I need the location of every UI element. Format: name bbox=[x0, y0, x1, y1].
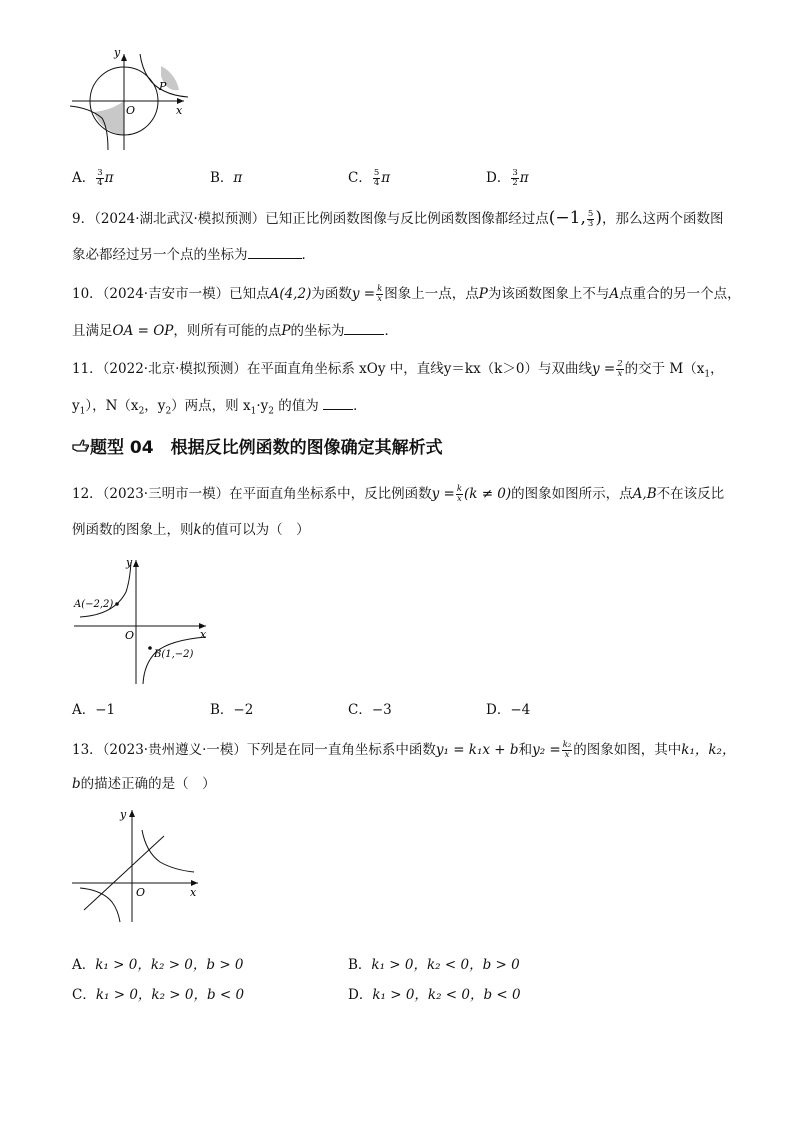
q10-line-1: 10．（2024·吉安市一模）已知点A(4,2)为函数y = $\frac{k}{x}$ 图象上一点，点P为该函数图象上不与A点重合的另一个点， bbox=[72, 284, 741, 304]
q10-answer-blank[interactable] bbox=[344, 320, 384, 335]
q8-origin-label: O bbox=[126, 104, 136, 117]
pointing-hand-icon bbox=[72, 437, 90, 453]
q13-hyperbola-branch-2 bbox=[80, 888, 120, 922]
q11-line-2: $y_1$），$N(x_2$，$y_2$）两点，则 $x_1\cdot y_2$ 的值为 ． bbox=[72, 395, 367, 422]
q13-linear-function bbox=[84, 836, 164, 910]
q12-point-b-label: B(1,−2) bbox=[154, 649, 194, 660]
q13-y-label: y bbox=[120, 808, 127, 821]
q8-p-label: P bbox=[159, 80, 167, 93]
q11-line-1: 11．（2022·北京·模拟预测）在平面直角坐标系 xOy 中，直线y＝kx（k＞0）与双曲线y = $\frac{2}{x}$ 的交于 $M(x_1$， bbox=[72, 359, 724, 380]
q13-origin-label: O bbox=[136, 886, 146, 899]
q13-option-b[interactable]: B．k₁ > 0，k₂ < 0，b > 0 bbox=[348, 957, 520, 973]
q12-point-b bbox=[148, 646, 152, 650]
section-heading: 题型 04 根据反比例函数的图像确定其解析式 bbox=[72, 433, 443, 458]
q11-answer-blank[interactable] bbox=[323, 395, 353, 410]
q12-point-a-label: A(−2,2) bbox=[74, 599, 114, 610]
q9-line-2: 象必都经过另一个点的坐标为 ． bbox=[72, 244, 315, 265]
q12-point-a bbox=[115, 602, 119, 606]
q8-figure bbox=[66, 46, 196, 156]
q13-option-c[interactable]: C．k₁ > 0，k₂ > 0，b < 0 bbox=[72, 987, 245, 1003]
q13-hyperbola-branch-1 bbox=[142, 830, 194, 872]
q8-shaded-region-lower bbox=[94, 101, 124, 135]
q13-option-d[interactable]: D．k₁ > 0，k₂ < 0，b < 0 bbox=[348, 987, 521, 1003]
q9-line-1: 9．（2024·湖北武汉·模拟预测）已知正比例函数图像与反比例函数图像都经过点(−1, $\frac{5}{3}$ )，那么这两个函数图 bbox=[72, 208, 724, 229]
q12-hyperbola-branch-2 bbox=[143, 637, 206, 684]
q8-option-d[interactable]: D． $\frac{3}{2}$ π bbox=[486, 168, 529, 188]
q13-line-1: 13．（2023·贵州遵义·一模）下列是在同一直角坐标系中函数y₁ = k₁x + b和y₂ = $\frac{\text{k₂}}{x}$ 的图象如图，其中k₁，k₂， bbox=[72, 740, 736, 760]
q12-origin-label: O bbox=[125, 629, 135, 642]
q13-figure bbox=[66, 806, 206, 926]
q8-y-label: y bbox=[114, 46, 121, 59]
q12-option-d[interactable]: D．−4 bbox=[486, 702, 531, 718]
q9-answer-blank[interactable] bbox=[248, 244, 302, 259]
q12-option-a[interactable]: A．−1 bbox=[72, 702, 116, 718]
q12-figure bbox=[66, 552, 216, 687]
q8-x-label: x bbox=[176, 104, 183, 117]
q13-option-a[interactable]: A．k₁ > 0，k₂ > 0，b > 0 bbox=[72, 957, 244, 973]
q13-line-2: b的描述正确的是（ ） bbox=[72, 776, 216, 792]
q10-line-2: 且满足OA = OP，则所有可能的点P的坐标为 ． bbox=[72, 320, 398, 341]
q8-option-c[interactable]: C． $\frac{5}{4}$ π bbox=[348, 168, 391, 188]
q8-option-b[interactable]: B．π bbox=[210, 170, 243, 186]
q12-x-label: x bbox=[200, 628, 207, 641]
q12-y-label: y bbox=[126, 556, 133, 569]
q13-x-label: x bbox=[190, 886, 197, 899]
q12-option-b[interactable]: B．−2 bbox=[210, 702, 254, 718]
q8-option-a[interactable]: A． $\frac{3}{4}$ π bbox=[72, 168, 114, 188]
q12-line-1: 12．（2023·三明市一模）在平面直角坐标系中，反比例函数y = $\frac{k}{x}$ (k ≠ 0)的图象如图所示，点A,B不在该反比 bbox=[72, 484, 725, 504]
q12-option-c[interactable]: C．−3 bbox=[348, 702, 392, 718]
q12-line-2: 例函数的图象上，则k的值可以为（ ） bbox=[72, 522, 310, 538]
